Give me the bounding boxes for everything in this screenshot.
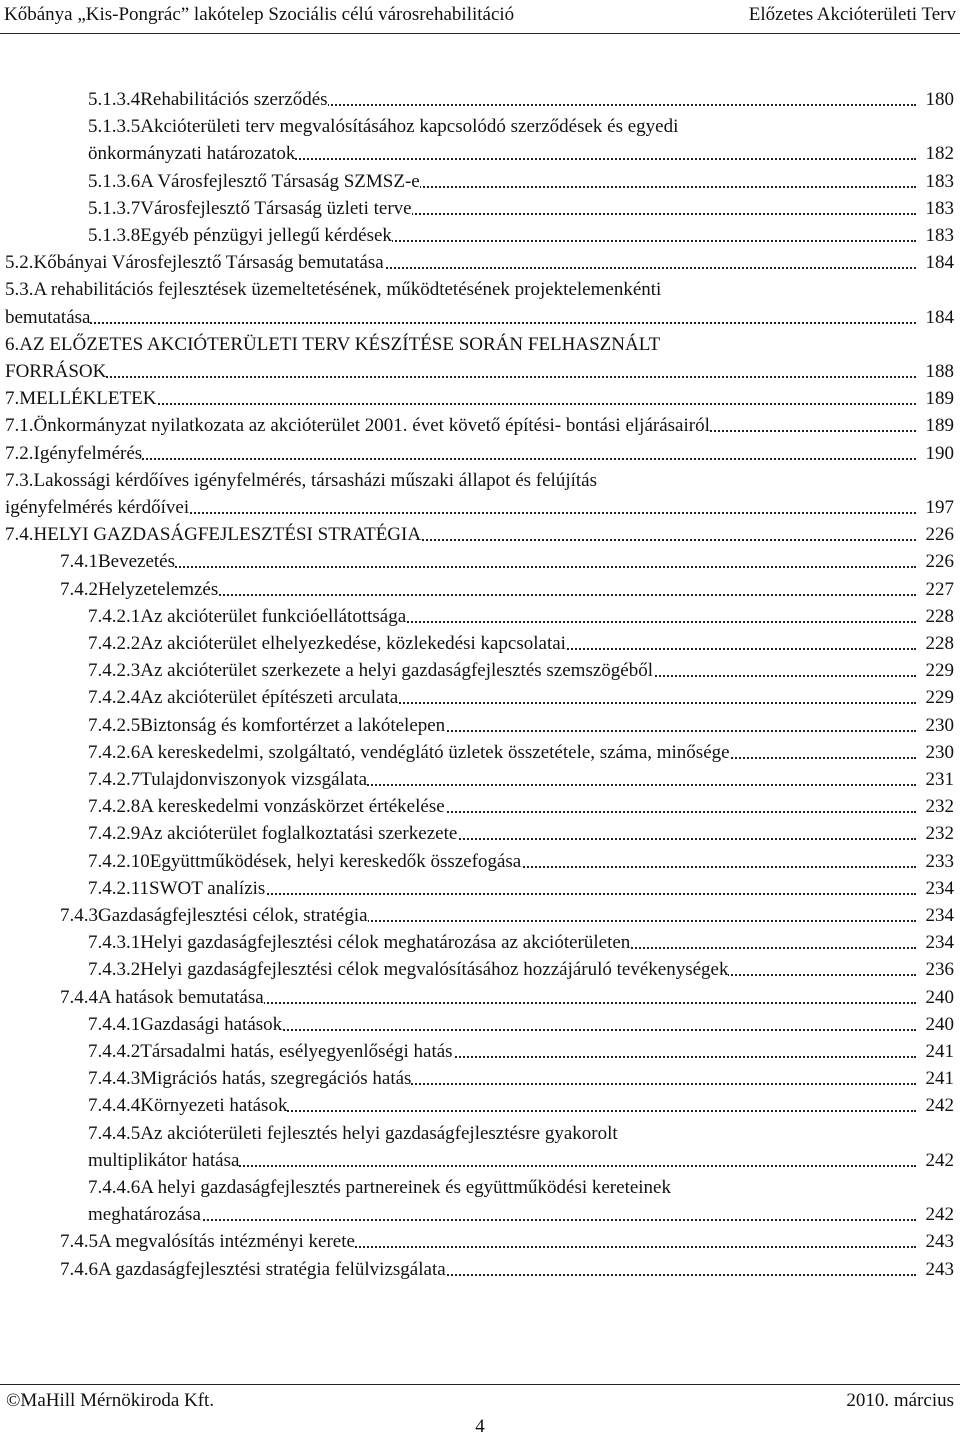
toc-entry-title: 7.4.4.2Társadalmi hatás, esélyegyenlőségi hatás	[88, 1038, 453, 1065]
toc-entry-title: 7.4.2.10Együttműködések, helyi kereskedők összefogása	[88, 848, 521, 875]
toc-entry[interactable]	[0, 1147, 960, 1174]
toc-entry-title: 7.2.Igényfelmérés	[5, 440, 142, 467]
toc-entry[interactable]	[0, 1228, 960, 1255]
toc-entry[interactable]	[0, 1256, 960, 1283]
toc-page-number: 180	[926, 86, 955, 113]
toc-entry[interactable]	[0, 304, 960, 331]
toc-entry-line	[0, 1174, 960, 1201]
toc-page-number: 197	[926, 494, 955, 521]
toc-entry-title: FORRÁSOK	[5, 358, 106, 385]
toc-page-number: 184	[926, 249, 955, 276]
toc-entry[interactable]	[0, 385, 960, 412]
toc-page-number: 243	[926, 1256, 955, 1283]
toc-entry[interactable]	[0, 576, 960, 603]
toc-entry[interactable]	[0, 494, 960, 521]
toc-entry[interactable]	[0, 766, 960, 793]
toc-entry-title: 7.4.2.7Tulajdonviszonyok vizsgálata	[88, 766, 367, 793]
toc-page-number: 190	[926, 440, 955, 467]
toc-page-number: 232	[926, 820, 955, 847]
toc-entry-title: 7.4.HELYI GAZDASÁGFEJLESZTÉSI STRATÉGIA	[5, 521, 421, 548]
toc-page-number: 183	[926, 195, 955, 222]
toc-entry[interactable]	[0, 929, 960, 956]
toc-entry-title: 7.4.2.9Az akcióterület foglalkoztatási szerkezete	[88, 820, 457, 847]
toc-entry-title: 7.4.2.2Az akcióterület elhelyezkedése, közlekedési kapcsolatai	[88, 630, 566, 657]
toc-entry[interactable]	[0, 358, 960, 385]
toc-page-number: 227	[926, 576, 955, 603]
toc-page-number: 243	[926, 1228, 955, 1255]
toc-page-number: 184	[926, 304, 955, 331]
toc-entry-title: 7.4.2.4Az akcióterület építészeti arculata	[88, 684, 398, 711]
toc-entry-title: 5.3.A rehabilitációs fejlesztések üzemeltetésének, működtetésének projektelemenkénti	[5, 276, 661, 303]
toc-page-number: 240	[926, 1011, 955, 1038]
toc-entry-title: 7.4.2.6A kereskedelmi, szolgáltató, vendéglátó üzletek összetétele, száma, minősége	[88, 739, 730, 766]
toc-entry-title: 7.1.Önkormányzat nyilatkozata az akcióterület 2001. évet követő építési- bontási eljárásairól	[5, 412, 710, 439]
toc-entry-title: 5.1.3.6A Városfejlesztő Társaság SZMSZ-e	[88, 168, 420, 195]
toc-entry-title: 7.4.3.2Helyi gazdaságfejlesztési célok megvalósításához hozzájáruló tevékenységek	[88, 956, 728, 983]
toc-page-number: 183	[926, 222, 955, 249]
toc-entry-title: 7.4.4.6A helyi gazdaságfejlesztés partnereinek és együttműködési kereteinek	[88, 1174, 671, 1201]
toc-entry[interactable]	[0, 195, 960, 222]
toc-entry-title: igényfelmérés kérdőívei	[5, 494, 189, 521]
toc-page-number: 230	[926, 712, 955, 739]
toc-entry-title: 6.AZ ELŐZETES AKCIÓTERÜLETI TERV KÉSZÍTÉSE SORÁN FELHASZNÁLT	[5, 331, 660, 358]
toc-entry[interactable]	[0, 657, 960, 684]
toc-entry-title: 7.4.4A hatások bemutatása	[60, 984, 264, 1011]
footer-date: 2010. március	[846, 1390, 954, 1411]
toc-entry[interactable]	[0, 684, 960, 711]
toc-entry[interactable]	[0, 902, 960, 929]
footer-copyright: ©MaHill Mérnökiroda Kft.	[6, 1390, 215, 1411]
toc-page-number: 241	[926, 1038, 955, 1065]
toc-entry[interactable]	[0, 440, 960, 467]
toc-entry-line	[0, 1120, 960, 1147]
toc-entry[interactable]	[0, 249, 960, 276]
toc-page-number: 236	[926, 956, 955, 983]
header-title: Kőbánya „Kis-Pongrác” lakótelep Szociális célú városrehabilitáció	[4, 4, 515, 25]
toc-page-number: 189	[926, 412, 955, 439]
toc-entry-title: 5.2.Kőbányai Városfejlesztő Társaság bemutatása	[5, 249, 384, 276]
toc-page-number: 189	[926, 385, 955, 412]
toc-page-number: 226	[926, 521, 955, 548]
toc-entry[interactable]	[0, 630, 960, 657]
toc-entry-title: 7.4.2Helyzetelemzés	[60, 576, 218, 603]
toc-entry[interactable]	[0, 1038, 960, 1065]
toc-entry[interactable]	[0, 521, 960, 548]
toc-dot-leader	[60, 566, 916, 568]
toc-entry-title: 7.4.4.4Környezeti hatások	[88, 1092, 287, 1119]
toc-entry-title: 7.4.1Bevezetés	[60, 548, 175, 575]
toc-entry[interactable]	[0, 1092, 960, 1119]
toc-page-number: 226	[926, 548, 955, 575]
toc-entry-title: 7.3.Lakossági kérdőíves igényfelmérés, társasházi műszaki állapot és felújítás	[5, 467, 597, 494]
toc-page-number: 234	[926, 929, 955, 956]
toc-entry[interactable]	[0, 168, 960, 195]
toc-dot-leader	[88, 1219, 916, 1221]
toc-entry-title: 7.4.3Gazdaságfejlesztési célok, stratégia	[60, 902, 368, 929]
toc-entry-line	[0, 276, 960, 303]
toc-entry[interactable]	[0, 820, 960, 847]
toc-entry-title: 7.4.2.1Az akcióterület funkcióellátottsága	[88, 603, 406, 630]
toc-page-number: 228	[926, 603, 955, 630]
toc-entry[interactable]	[0, 222, 960, 249]
toc-entry-title: 7.4.4.5Az akcióterületi fejlesztés helyi gazdaságfejlesztésre gyakorolt	[88, 1120, 618, 1147]
toc-entry[interactable]	[0, 848, 960, 875]
toc-page-number: 231	[926, 766, 955, 793]
toc-page-number: 234	[926, 902, 955, 929]
toc-entry-title: meghatározása	[88, 1201, 201, 1228]
toc-entry-title: 7.4.6A gazdaságfejlesztési stratégia felülvizsgálata	[60, 1256, 446, 1283]
toc-page-number: 182	[926, 140, 955, 167]
toc-entry-title: 7.4.3.1Helyi gazdaságfejlesztési célok meghatározása az akcióterületen	[88, 929, 630, 956]
toc-page-number: 240	[926, 984, 955, 1011]
toc-dot-leader	[5, 376, 916, 378]
toc-entry[interactable]	[0, 140, 960, 167]
toc-page-number: 229	[926, 684, 955, 711]
toc-page-number: 242	[926, 1201, 955, 1228]
toc-entry[interactable]	[0, 1011, 960, 1038]
toc-entry-title: 7.4.2.5Biztonság és komfortérzet a lakótelepen	[88, 712, 445, 739]
toc-page-number: 242	[926, 1147, 955, 1174]
header-rule	[0, 33, 960, 34]
toc-dot-leader	[5, 322, 916, 324]
toc-entry[interactable]	[0, 739, 960, 766]
toc-entry-line	[0, 467, 960, 494]
toc-page-number: 183	[926, 168, 955, 195]
toc-page-number: 188	[926, 358, 955, 385]
toc-entry[interactable]	[0, 984, 960, 1011]
toc-entry-title: 5.1.3.8Egyéb pénzügyi jellegű kérdések	[88, 222, 392, 249]
toc-page-number: 229	[926, 657, 955, 684]
toc-entry-line	[0, 113, 960, 140]
toc-entry-title: 7.4.2.3Az akcióterület szerkezete a helyi gazdaságfejlesztés szemszögéből	[88, 657, 653, 684]
toc-entry-title: multiplikátor hatása	[88, 1147, 239, 1174]
toc-entry-line	[0, 331, 960, 358]
toc-entry-title: 5.1.3.5Akcióterületi terv megvalósításához kapcsolódó szerződések és egyedi	[88, 113, 678, 140]
toc-page-number: 228	[926, 630, 955, 657]
header-section: Előzetes Akcióterületi Terv	[748, 4, 956, 25]
toc-entry-title: 7.4.4.3Migrációs hatás, szegregációs hatás	[88, 1065, 411, 1092]
toc-entry-title: 7.4.2.8A kereskedelmi vonzáskörzet értékelése	[88, 793, 445, 820]
toc-entry[interactable]	[0, 86, 960, 113]
toc-entry-title: bemutatása	[5, 304, 90, 331]
toc-page-number: 234	[926, 875, 955, 902]
toc-entry[interactable]	[0, 875, 960, 902]
toc-entry[interactable]	[0, 1201, 960, 1228]
toc-entry[interactable]	[0, 956, 960, 983]
toc-page-number: 242	[926, 1092, 955, 1119]
toc-page-number: 230	[926, 739, 955, 766]
toc-entry-title: önkormányzati határozatok	[88, 140, 295, 167]
toc-entry-title: 7.4.5A megvalósítás intézményi kerete	[60, 1228, 355, 1255]
toc-entry-title: 5.1.3.7Városfejlesztő Társaság üzleti terve	[88, 195, 412, 222]
toc-entry[interactable]	[0, 793, 960, 820]
toc-entry[interactable]	[0, 412, 960, 439]
toc-entry-title: 5.1.3.4Rehabilitációs szerződés	[88, 86, 328, 113]
toc-entry[interactable]	[0, 603, 960, 630]
toc-entry-title: 7.4.4.1Gazdasági hatások	[88, 1011, 282, 1038]
footer-rule	[0, 1384, 960, 1385]
toc-entry[interactable]	[0, 1065, 960, 1092]
toc-entry[interactable]	[0, 548, 960, 575]
toc-entry[interactable]	[0, 712, 960, 739]
toc-page-number: 233	[926, 848, 955, 875]
toc-page-number: 241	[926, 1065, 955, 1092]
page-number: 4	[475, 1416, 485, 1437]
toc-page-number: 232	[926, 793, 955, 820]
toc-entry-title: 7.4.2.11SWOT analízis	[88, 875, 265, 902]
page-header	[0, 0, 960, 34]
toc-entry-title: 7.MELLÉKLETEK	[5, 385, 156, 412]
